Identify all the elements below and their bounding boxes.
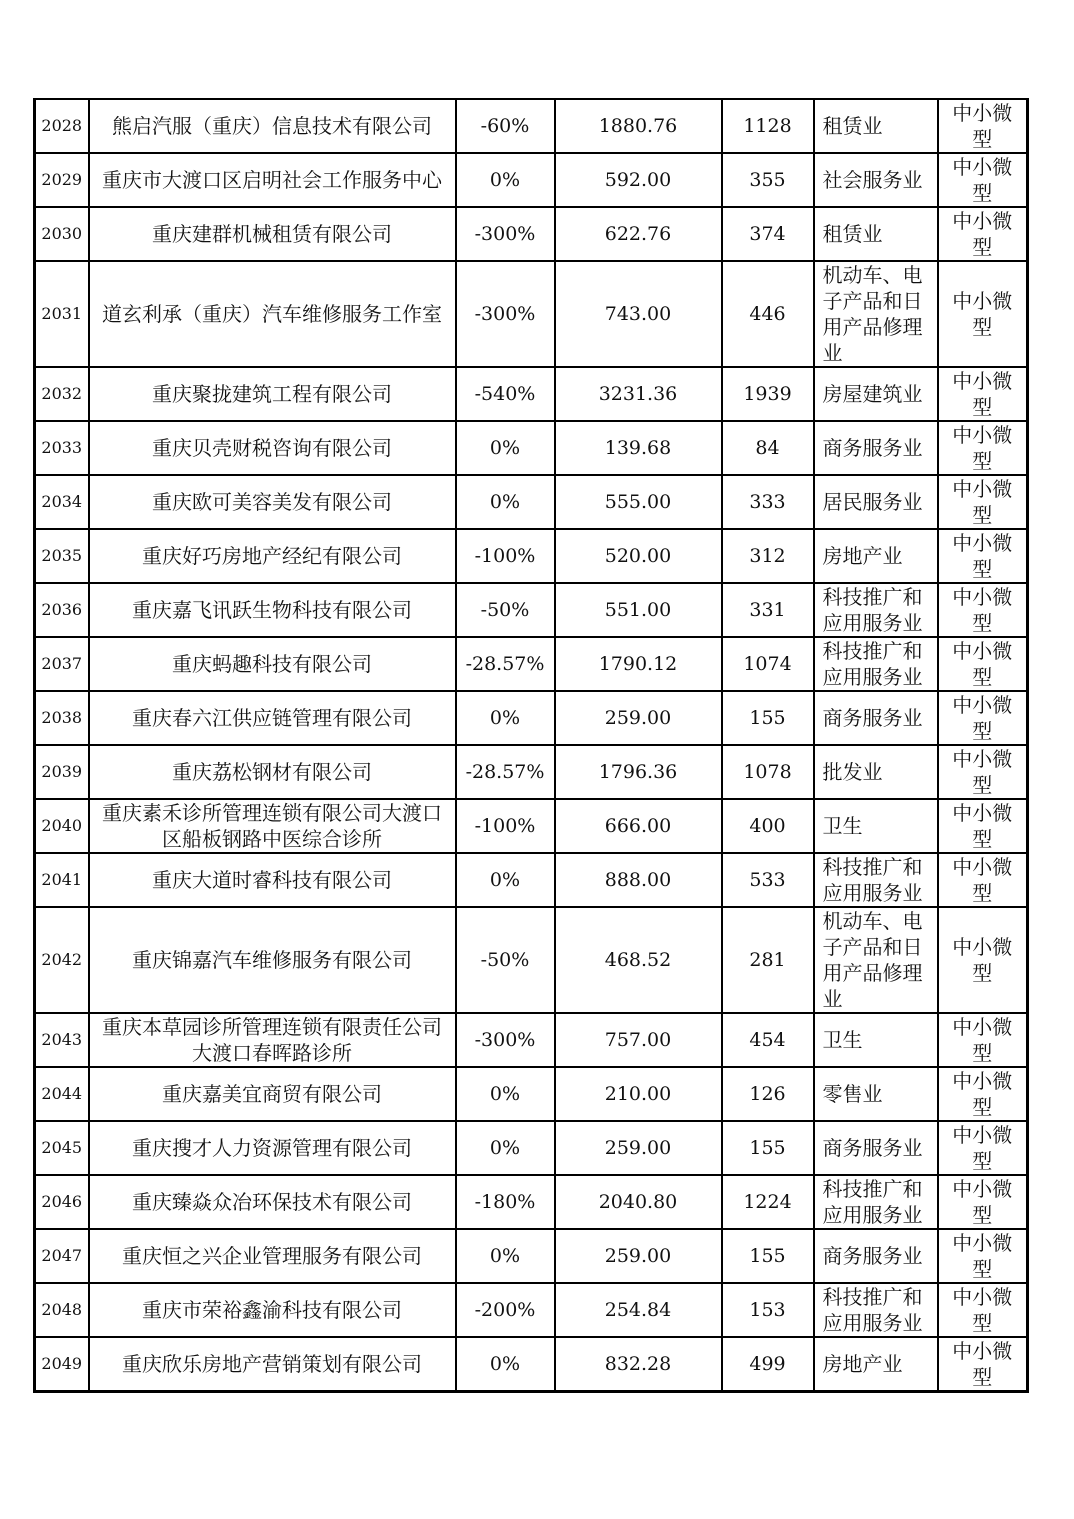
amount-cell: 551.00 xyxy=(555,583,722,637)
row-number-cell: 2038 xyxy=(35,691,89,745)
company-name-cell: 重庆好巧房地产经纪有限公司 xyxy=(89,529,456,583)
industry-cell: 零售业 xyxy=(814,1067,938,1121)
row-number-cell: 2041 xyxy=(35,853,89,907)
table-row xyxy=(35,475,1028,529)
count-cell: 126 xyxy=(722,1067,814,1121)
company-name-cell: 重庆建群机械租赁有限公司 xyxy=(89,207,456,261)
count-cell: 1078 xyxy=(722,745,814,799)
amount-cell: 3231.36 xyxy=(555,367,722,421)
change-rate-cell: 0% xyxy=(456,1229,555,1283)
company-name-cell: 道玄利承（重庆）汽车维修服务工作室 xyxy=(89,261,456,367)
enterprise-type-cell: 中小微型 xyxy=(938,907,1028,1013)
amount-cell: 622.76 xyxy=(555,207,722,261)
table-row xyxy=(35,799,1028,853)
amount-cell: 520.00 xyxy=(555,529,722,583)
enterprise-type-cell: 中小微型 xyxy=(938,153,1028,207)
count-cell: 84 xyxy=(722,421,814,475)
count-cell: 153 xyxy=(722,1283,814,1337)
company-name-cell: 重庆臻焱众冶环保技术有限公司 xyxy=(89,1175,456,1229)
row-number-cell: 2039 xyxy=(35,745,89,799)
industry-cell: 科技推广和应用服务业 xyxy=(814,1283,938,1337)
industry-cell: 商务服务业 xyxy=(814,421,938,475)
table-row xyxy=(35,907,1028,1013)
company-name-cell: 熊启汽服（重庆）信息技术有限公司 xyxy=(89,99,456,153)
row-number-cell: 2036 xyxy=(35,583,89,637)
row-number-cell: 2037 xyxy=(35,637,89,691)
change-rate-cell: 0% xyxy=(456,1121,555,1175)
amount-cell: 1790.12 xyxy=(555,637,722,691)
enterprise-type-cell: 中小微型 xyxy=(938,367,1028,421)
count-cell: 1074 xyxy=(722,637,814,691)
change-rate-cell: 0% xyxy=(456,1337,555,1392)
table-row xyxy=(35,1175,1028,1229)
enterprise-type-cell: 中小微型 xyxy=(938,1013,1028,1067)
company-name-cell: 重庆贝壳财税咨询有限公司 xyxy=(89,421,456,475)
industry-cell: 商务服务业 xyxy=(814,1121,938,1175)
amount-cell: 2040.80 xyxy=(555,1175,722,1229)
company-name-cell: 重庆本草园诊所管理连锁有限责任公司大渡口春晖路诊所 xyxy=(89,1013,456,1067)
table-row xyxy=(35,1121,1028,1175)
count-cell: 499 xyxy=(722,1337,814,1392)
count-cell: 155 xyxy=(722,691,814,745)
table-row xyxy=(35,153,1028,207)
count-cell: 533 xyxy=(722,853,814,907)
enterprise-type-cell: 中小微型 xyxy=(938,1175,1028,1229)
industry-cell: 租赁业 xyxy=(814,207,938,261)
count-cell: 400 xyxy=(722,799,814,853)
company-name-cell: 重庆嘉飞讯跃生物科技有限公司 xyxy=(89,583,456,637)
row-number-cell: 2033 xyxy=(35,421,89,475)
company-name-cell: 重庆市大渡口区启明社会工作服务中心 xyxy=(89,153,456,207)
table-row xyxy=(35,1067,1028,1121)
change-rate-cell: 0% xyxy=(456,853,555,907)
enterprise-type-cell: 中小微型 xyxy=(938,1337,1028,1392)
amount-cell: 254.84 xyxy=(555,1283,722,1337)
enterprise-type-cell: 中小微型 xyxy=(938,475,1028,529)
enterprise-type-cell: 中小微型 xyxy=(938,691,1028,745)
change-rate-cell: 0% xyxy=(456,153,555,207)
row-number-cell: 2040 xyxy=(35,799,89,853)
company-name-cell: 重庆欣乐房地产营销策划有限公司 xyxy=(89,1337,456,1392)
industry-cell: 批发业 xyxy=(814,745,938,799)
amount-cell: 468.52 xyxy=(555,907,722,1013)
row-number-cell: 2045 xyxy=(35,1121,89,1175)
table-row xyxy=(35,637,1028,691)
enterprise-type-cell: 中小微型 xyxy=(938,529,1028,583)
company-name-cell: 重庆欧可美容美发有限公司 xyxy=(89,475,456,529)
industry-cell: 机动车、电子产品和日用产品修理业 xyxy=(814,907,938,1013)
amount-cell: 666.00 xyxy=(555,799,722,853)
count-cell: 355 xyxy=(722,153,814,207)
count-cell: 155 xyxy=(722,1121,814,1175)
amount-cell: 139.68 xyxy=(555,421,722,475)
count-cell: 1128 xyxy=(722,99,814,153)
row-number-cell: 2047 xyxy=(35,1229,89,1283)
change-rate-cell: -100% xyxy=(456,799,555,853)
row-number-cell: 2029 xyxy=(35,153,89,207)
change-rate-cell: -300% xyxy=(456,261,555,367)
row-number-cell: 2049 xyxy=(35,1337,89,1392)
change-rate-cell: -28.57% xyxy=(456,745,555,799)
change-rate-cell: 0% xyxy=(456,475,555,529)
amount-cell: 259.00 xyxy=(555,1229,722,1283)
industry-cell: 居民服务业 xyxy=(814,475,938,529)
company-name-cell: 重庆聚拢建筑工程有限公司 xyxy=(89,367,456,421)
enterprise-type-cell: 中小微型 xyxy=(938,1283,1028,1337)
change-rate-cell: -28.57% xyxy=(456,637,555,691)
company-name-cell: 重庆荔松钢材有限公司 xyxy=(89,745,456,799)
table-body xyxy=(35,99,1028,1392)
count-cell: 155 xyxy=(722,1229,814,1283)
change-rate-cell: -180% xyxy=(456,1175,555,1229)
company-name-cell: 重庆市荣裕鑫渝科技有限公司 xyxy=(89,1283,456,1337)
row-number-cell: 2032 xyxy=(35,367,89,421)
change-rate-cell: 0% xyxy=(456,1067,555,1121)
enterprise-type-cell: 中小微型 xyxy=(938,745,1028,799)
row-number-cell: 2035 xyxy=(35,529,89,583)
enterprise-type-cell: 中小微型 xyxy=(938,99,1028,153)
change-rate-cell: 0% xyxy=(456,421,555,475)
table-row xyxy=(35,207,1028,261)
table-row xyxy=(35,367,1028,421)
table-row xyxy=(35,745,1028,799)
company-name-cell: 重庆素禾诊所管理连锁有限公司大渡口区船板钢路中医综合诊所 xyxy=(89,799,456,853)
row-number-cell: 2043 xyxy=(35,1013,89,1067)
change-rate-cell: -200% xyxy=(456,1283,555,1337)
count-cell: 331 xyxy=(722,583,814,637)
count-cell: 312 xyxy=(722,529,814,583)
company-name-cell: 重庆锦嘉汽车维修服务有限公司 xyxy=(89,907,456,1013)
row-number-cell: 2044 xyxy=(35,1067,89,1121)
table-row xyxy=(35,691,1028,745)
change-rate-cell: -540% xyxy=(456,367,555,421)
industry-cell: 卫生 xyxy=(814,1013,938,1067)
enterprise-type-cell: 中小微型 xyxy=(938,853,1028,907)
amount-cell: 259.00 xyxy=(555,1121,722,1175)
change-rate-cell: -100% xyxy=(456,529,555,583)
enterprise-type-cell: 中小微型 xyxy=(938,1067,1028,1121)
enterprise-table xyxy=(33,98,1029,1393)
table-row xyxy=(35,421,1028,475)
count-cell: 374 xyxy=(722,207,814,261)
enterprise-type-cell: 中小微型 xyxy=(938,799,1028,853)
industry-cell: 房地产业 xyxy=(814,1337,938,1392)
row-number-cell: 2030 xyxy=(35,207,89,261)
row-number-cell: 2034 xyxy=(35,475,89,529)
industry-cell: 租赁业 xyxy=(814,99,938,153)
enterprise-type-cell: 中小微型 xyxy=(938,261,1028,367)
amount-cell: 210.00 xyxy=(555,1067,722,1121)
company-name-cell: 重庆恒之兴企业管理服务有限公司 xyxy=(89,1229,456,1283)
row-number-cell: 2046 xyxy=(35,1175,89,1229)
amount-cell: 1796.36 xyxy=(555,745,722,799)
table-row xyxy=(35,99,1028,153)
company-name-cell: 重庆蚂趣科技有限公司 xyxy=(89,637,456,691)
industry-cell: 商务服务业 xyxy=(814,691,938,745)
table-row xyxy=(35,1337,1028,1392)
row-number-cell: 2028 xyxy=(35,99,89,153)
row-number-cell: 2048 xyxy=(35,1283,89,1337)
change-rate-cell: -50% xyxy=(456,583,555,637)
amount-cell: 1880.76 xyxy=(555,99,722,153)
company-name-cell: 重庆嘉美宜商贸有限公司 xyxy=(89,1067,456,1121)
change-rate-cell: -60% xyxy=(456,99,555,153)
enterprise-type-cell: 中小微型 xyxy=(938,1121,1028,1175)
change-rate-cell: 0% xyxy=(456,691,555,745)
industry-cell: 机动车、电子产品和日用产品修理业 xyxy=(814,261,938,367)
amount-cell: 259.00 xyxy=(555,691,722,745)
enterprise-type-cell: 中小微型 xyxy=(938,637,1028,691)
industry-cell: 科技推广和应用服务业 xyxy=(814,637,938,691)
company-name-cell: 重庆搜才人力资源管理有限公司 xyxy=(89,1121,456,1175)
table-row xyxy=(35,1013,1028,1067)
industry-cell: 商务服务业 xyxy=(814,1229,938,1283)
change-rate-cell: -300% xyxy=(456,1013,555,1067)
table-row xyxy=(35,583,1028,637)
count-cell: 1224 xyxy=(722,1175,814,1229)
table-row xyxy=(35,261,1028,367)
enterprise-type-cell: 中小微型 xyxy=(938,421,1028,475)
row-number-cell: 2031 xyxy=(35,261,89,367)
table-row xyxy=(35,1229,1028,1283)
industry-cell: 社会服务业 xyxy=(814,153,938,207)
amount-cell: 592.00 xyxy=(555,153,722,207)
enterprise-type-cell: 中小微型 xyxy=(938,1229,1028,1283)
industry-cell: 房地产业 xyxy=(814,529,938,583)
amount-cell: 832.28 xyxy=(555,1337,722,1392)
enterprise-type-cell: 中小微型 xyxy=(938,207,1028,261)
count-cell: 454 xyxy=(722,1013,814,1067)
count-cell: 1939 xyxy=(722,367,814,421)
company-name-cell: 重庆大道时睿科技有限公司 xyxy=(89,853,456,907)
industry-cell: 科技推广和应用服务业 xyxy=(814,853,938,907)
enterprise-type-cell: 中小微型 xyxy=(938,583,1028,637)
count-cell: 446 xyxy=(722,261,814,367)
change-rate-cell: -300% xyxy=(456,207,555,261)
industry-cell: 房屋建筑业 xyxy=(814,367,938,421)
amount-cell: 743.00 xyxy=(555,261,722,367)
industry-cell: 科技推广和应用服务业 xyxy=(814,583,938,637)
table-row xyxy=(35,529,1028,583)
company-name-cell: 重庆春六江供应链管理有限公司 xyxy=(89,691,456,745)
change-rate-cell: -50% xyxy=(456,907,555,1013)
amount-cell: 888.00 xyxy=(555,853,722,907)
industry-cell: 卫生 xyxy=(814,799,938,853)
count-cell: 333 xyxy=(722,475,814,529)
amount-cell: 555.00 xyxy=(555,475,722,529)
table-row xyxy=(35,1283,1028,1337)
count-cell: 281 xyxy=(722,907,814,1013)
amount-cell: 757.00 xyxy=(555,1013,722,1067)
row-number-cell: 2042 xyxy=(35,907,89,1013)
table-row xyxy=(35,853,1028,907)
industry-cell: 科技推广和应用服务业 xyxy=(814,1175,938,1229)
